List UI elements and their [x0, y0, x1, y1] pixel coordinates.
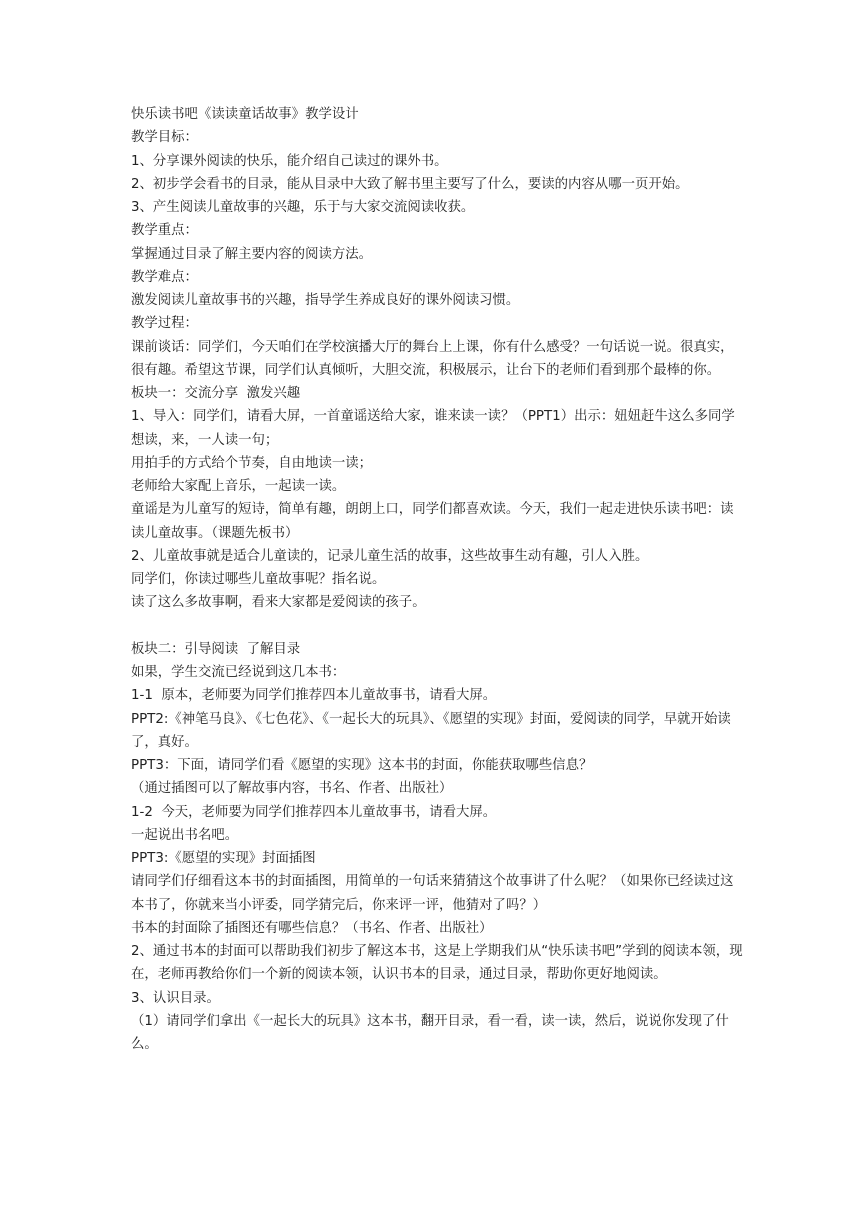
- block-heading-two: 板块二：引导阅读 了解目录: [131, 641, 301, 657]
- objective-item: 3、产生阅读儿童故事的兴趣，乐于与大家交流阅读收获。: [131, 200, 475, 215]
- body-paragraph: 1-1 原本，老师要为同学们推荐四本儿童故事书，请看大屏。: [131, 688, 497, 704]
- block-heading-one: 板块一：交流分享 激发兴趣: [131, 386, 301, 401]
- body-paragraph: 请同学们仔细看这本书的封面插图，用简单的一句话来猜猜这个故事讲了什么呢？（如果你已经读过这本书了，你就来当小评委，同学猜完后，你来评一评，他猜对了吗？）: [131, 874, 734, 913]
- section-heading-objectives: 教学目标：: [131, 130, 198, 146]
- body-paragraph: 课前谈话：同学们，今天咱们在学校演播大厅的舞台上上课，你有什么感受？一句话说一说。很真实，很有趣。希望这节课，同学们认真倾听，大胆交流，积极展示，让台下的老师们看到那个最棒的你。: [131, 339, 734, 378]
- body-paragraph: （通过插图可以了解故事内容，书名、作者、出版社）: [131, 781, 453, 797]
- body-paragraph: 如果，学生交流已经说到这几本书：: [131, 665, 346, 680]
- body-paragraph: 1、导入：同学们，请看大屏，一首童谣送给大家，谁来读一读？（PPT1）出示：妞妞赶牛这么多同学想读，来，一人读一句；: [131, 409, 735, 448]
- body-paragraph: 2、儿童故事就是适合儿童读的，记录儿童生活的故事，这些故事生动有趣，引人入胜。: [131, 548, 649, 564]
- body-paragraph: 书本的封面除了插图还有哪些信息？（书名、作者、出版社）: [131, 920, 493, 936]
- body-paragraph: 一起说出书名吧。: [131, 827, 239, 843]
- body-paragraph: （1）请同学们拿出《一起长大的玩具》这本书，翻开目录，看一看，读一读，然后，说说你发现了什么。: [131, 1013, 729, 1052]
- body-paragraph: PPT2:《神笔马良》、《七色花》、《一起长大的玩具》、《愿望的实现》封面，爱阅读的同学，早就开始读了，真好。: [131, 711, 731, 750]
- section-heading-process: 教学过程：: [131, 316, 198, 332]
- document-body: [131, 103, 743, 1056]
- body-paragraph: 同学们，你读过哪些儿童故事呢？指名说。: [131, 572, 386, 587]
- blank-line: [131, 615, 743, 638]
- objective-item: 2、初步学会看书的目录，能从目录中大致了解书里主要写了什么，要读的内容从哪一页开始。: [131, 176, 689, 192]
- objective-item: 1、分享课外阅读的快乐，能介绍自己读过的课外书。: [131, 153, 448, 169]
- body-paragraph: 童谣是为儿童写的短诗，简单有趣，朗朗上口，同学们都喜欢读。今天，我们一起走进快乐读书吧：读读儿童故事。（课题先板书）: [131, 502, 734, 541]
- body-paragraph: PPT3：下面，请同学们看《愿望的实现》这本书的封面，你能获取哪些信息？: [131, 758, 593, 773]
- body-paragraph: 用拍手的方式给个节奏，自由地读一读；: [131, 455, 373, 471]
- difficulty-text: 激发阅读儿童故事书的兴趣，指导学生养成良好的课外阅读习惯。: [131, 293, 520, 308]
- section-heading-key-points: 教学重点：: [131, 223, 198, 239]
- body-paragraph: 老师给大家配上音乐，一起读一读。: [131, 479, 346, 494]
- section-heading-difficulties: 教学难点：: [131, 269, 198, 285]
- body-paragraph: PPT3:《愿望的实现》封面插图: [131, 851, 316, 866]
- body-paragraph: 3、认识目录。: [131, 990, 220, 1006]
- body-paragraph: 2、通过书本的封面可以帮助我们初步了解这本书，这是上学期我们从“快乐读书吧”学到的阅读本领，现在，老师再教给你们一个新的阅读本领，认识书本的目录，通过目录，帮助你更好地阅读。: [131, 944, 743, 983]
- body-paragraph: 读了这么多故事啊，看来大家都是爱阅读的孩子。: [131, 595, 426, 611]
- key-point-text: 掌握通过目录了解主要内容的阅读方法。: [131, 246, 373, 262]
- body-paragraph: 1-2 今天，老师要为同学们推荐四本儿童故事书，请看大屏。: [131, 804, 497, 820]
- document-title: 快乐读书吧《读读童话故事》教学设计: [131, 107, 359, 122]
